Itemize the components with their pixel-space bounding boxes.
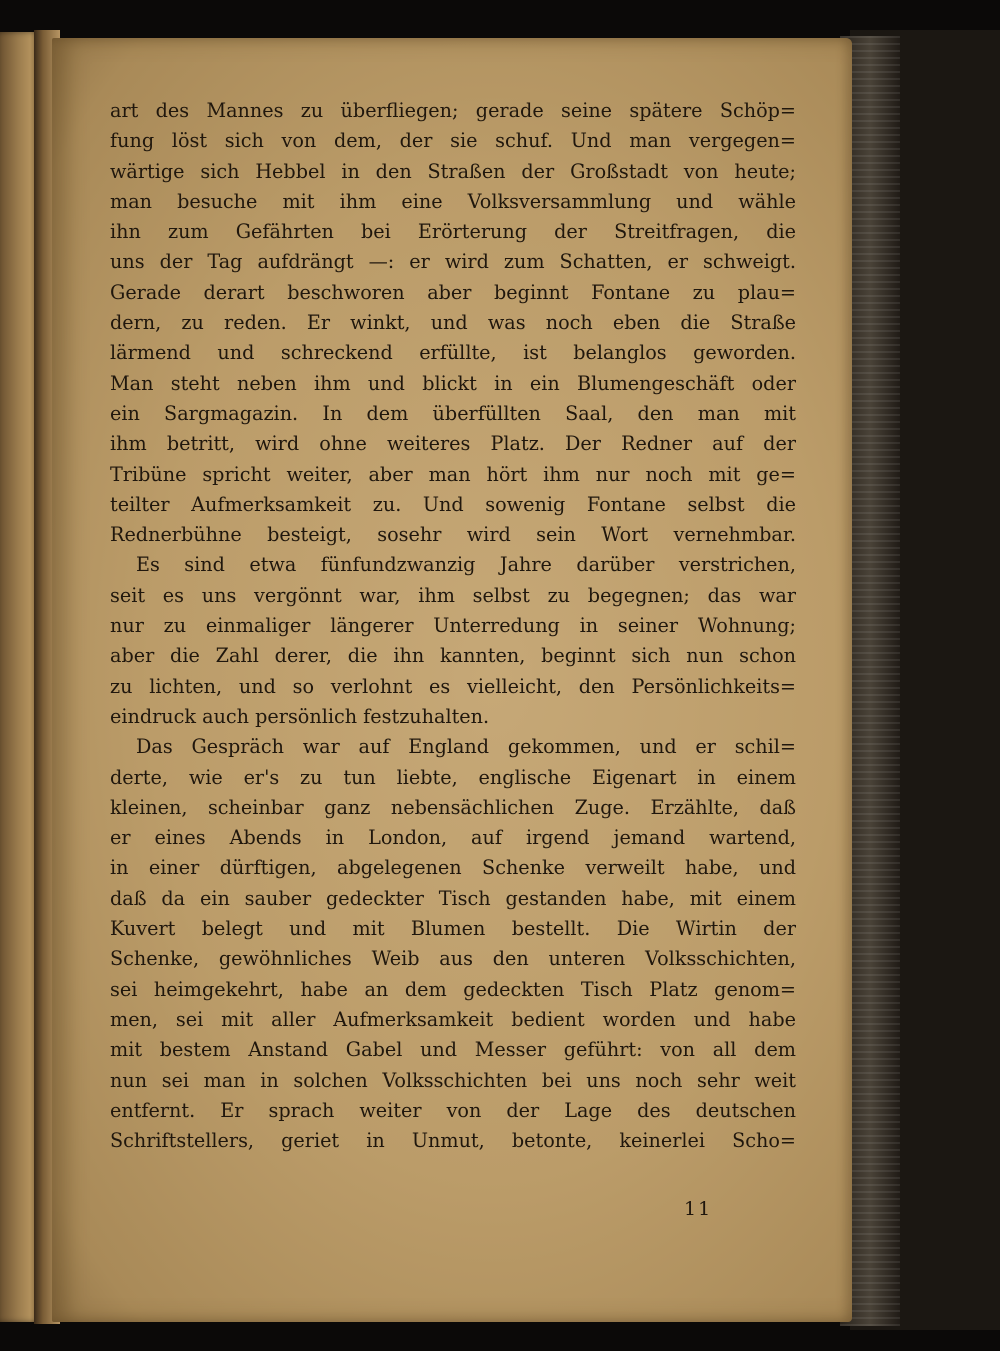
paragraph-last-line: eindruck auch persönlich festzuhalten. (110, 704, 490, 728)
text-line: sei heimgekehrt, habe an dem gedeckten Tisch Platz genom= (110, 977, 796, 1001)
text-line: ihm betritt, wird ohne weiteres Platz. Der Redner auf der (110, 432, 796, 456)
text-line: man besuche mit ihm eine Volksversammlung und wähle (110, 189, 796, 213)
text-line: er eines Abends in London, auf irgend jemand wartend, (110, 826, 796, 850)
text-line: Man steht neben ihm und blickt in ein Blumengeschäft oder (110, 371, 796, 395)
text-line: in einer dürftigen, abgelegenen Schenke verweilt habe, und (110, 856, 796, 880)
page-number: 11 (684, 1198, 713, 1220)
body-text (110, 96, 796, 1156)
text-line: daß da ein sauber gedeckter Tisch gestanden habe, mit einem (110, 886, 796, 910)
text-line: seit es uns vergönnt war, ihm selbst zu begegnen; das war (110, 583, 796, 607)
text-line: kleinen, scheinbar ganz nebensächlichen Zuge. Erzählte, daß (110, 795, 796, 819)
text-line: dern, zu reden. Er winkt, und was noch eben die Straße (110, 311, 796, 335)
text-line: uns der Tag aufdrängt —: er wird zum Schatten, er schweigt. (110, 250, 796, 274)
text-line: Kuvert belegt und mit Blumen bestellt. Die Wirtin der (110, 917, 796, 941)
text-line: ihn zum Gefährten bei Erörterung der Streitfragen, die (110, 220, 796, 244)
paragraph-first-line: Es sind etwa fünfundzwanzig Jahre darüber verstrichen, (136, 553, 796, 577)
text-line: art des Mannes zu überfliegen; gerade seine spätere Schöp= (110, 99, 796, 122)
text-line: entfernt. Er sprach weiter von der Lage des deutschen (110, 1098, 796, 1122)
text-line: lärmend und schreckend erfüllte, ist belanglos geworden. (110, 341, 796, 365)
text-line: derte, wie er's zu tun liebte, englische Eigenart in einem (110, 765, 796, 789)
text-line: Gerade derart beschworen aber beginnt Fontane zu plau= (110, 280, 796, 304)
text-line: fung löst sich von dem, der sie schuf. Und man vergegen= (110, 129, 796, 153)
text-line: teilter Aufmerksamkeit zu. Und sowenig Fontane selbst die (110, 492, 796, 516)
text-line: Rednerbühne besteigt, sosehr wird sein Wort vernehmbar. (110, 523, 796, 547)
text-line: Schenke, gewöhnliches Weib aus den unteren Volksschichten, (110, 947, 796, 971)
text-line: men, sei mit aller Aufmerksamkeit bedient worden und habe (110, 1007, 796, 1031)
text-line: nun sei man in solchen Volksschichten bei uns noch sehr weit (110, 1068, 796, 1092)
text-line: Tribüne spricht weiter, aber man hört ihm nur noch mit ge= (110, 462, 796, 486)
text-line: zu lichten, und so verlohnt es vielleicht, den Persönlichkeits= (110, 674, 796, 698)
book-page (52, 38, 852, 1322)
text-line: Schriftstellers, geriet in Unmut, betonte, keinerlei Scho= (110, 1129, 796, 1153)
text-line: mit bestem Anstand Gabel und Messer geführt: von all dem (110, 1038, 796, 1062)
text-line: aber die Zahl derer, die ihn kannten, beginnt sich nun schon (110, 644, 796, 668)
paragraph-first-line: Das Gespräch war auf England gekommen, und er schil= (136, 735, 796, 759)
text-line: nur zu einmaliger längerer Unterredung in seiner Wohnung; (110, 614, 796, 638)
text-line: ein Sargmagazin. In dem überfüllten Saal, den man mit (110, 401, 796, 425)
text-line: wärtige sich Hebbel in den Straßen der Großstadt von heute; (110, 159, 796, 183)
